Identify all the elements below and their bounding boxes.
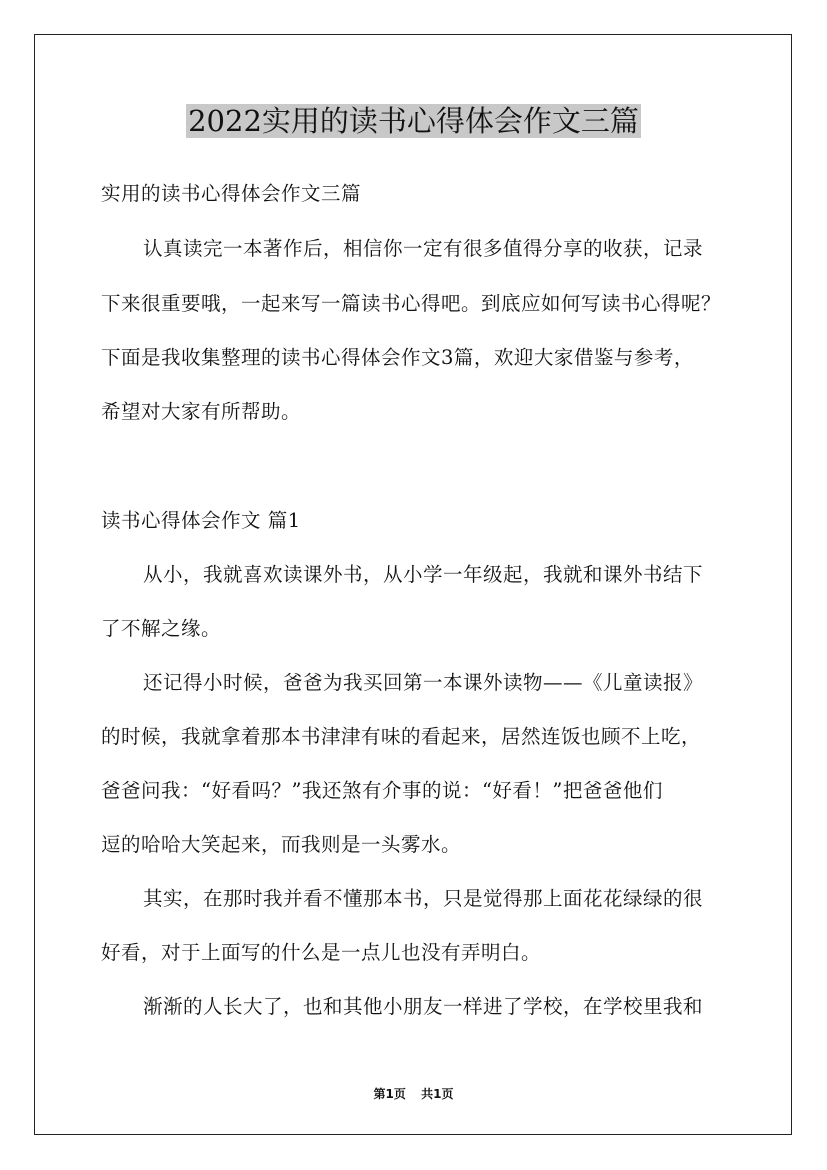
paragraph-line: 的时候，我就拿着那本书津津有味的看起来，居然连饭也顾不上吃， [101, 725, 702, 748]
paragraph-line: 认真读完一本著作后，相信你一定有很多值得分享的收获，记录 [143, 237, 704, 260]
document-title-block [0, 100, 827, 142]
paragraph-line: 渐渐的人长大了，也和其他小朋友一样进了学校，在学校里我和 [143, 995, 704, 1018]
paragraph-line: 希望对大家有所帮助。 [101, 400, 302, 423]
page-number: 第1页 [373, 1087, 406, 1101]
paragraph-line: 爸爸问我：“好看吗？”我还煞有介事的说：“好看！”把爸爸他们 [101, 779, 663, 802]
paragraph-line: 下来很重要哦，一起来写一篇读书心得吧。到底应如何写读书心得呢？ [101, 292, 722, 315]
paragraph-line: 逗的哈哈大笑起来，而我则是一头雾水。 [101, 833, 462, 856]
subtitle-line: 实用的读书心得体会作文三篇 [101, 182, 362, 205]
paragraph-line: 了不解之缘。 [101, 617, 222, 640]
section-heading: 读书心得体会作文 篇1 [101, 509, 301, 532]
paragraph-line: 其实，在那时我并看不懂那本书，只是觉得那上面花花绿绿的很 [143, 887, 704, 910]
page-footer [0, 1085, 827, 1102]
total-pages: 共1页 [421, 1087, 454, 1101]
paragraph-line: 好看，对于上面写的什么是一点儿也没有弄明白。 [101, 941, 542, 964]
paragraph-line: 还记得小时候，爸爸为我买回第一本课外读物——《儿童读报》 [143, 671, 704, 694]
paragraph-line: 下面是我收集整理的读书心得体会作文3篇，欢迎大家借鉴与参考， [101, 346, 694, 369]
paragraph-line: 从小，我就喜欢读课外书，从小学一年级起，我就和课外书结下 [143, 563, 704, 586]
document-title: 2022实用的读书心得体会作文三篇 [188, 104, 639, 138]
